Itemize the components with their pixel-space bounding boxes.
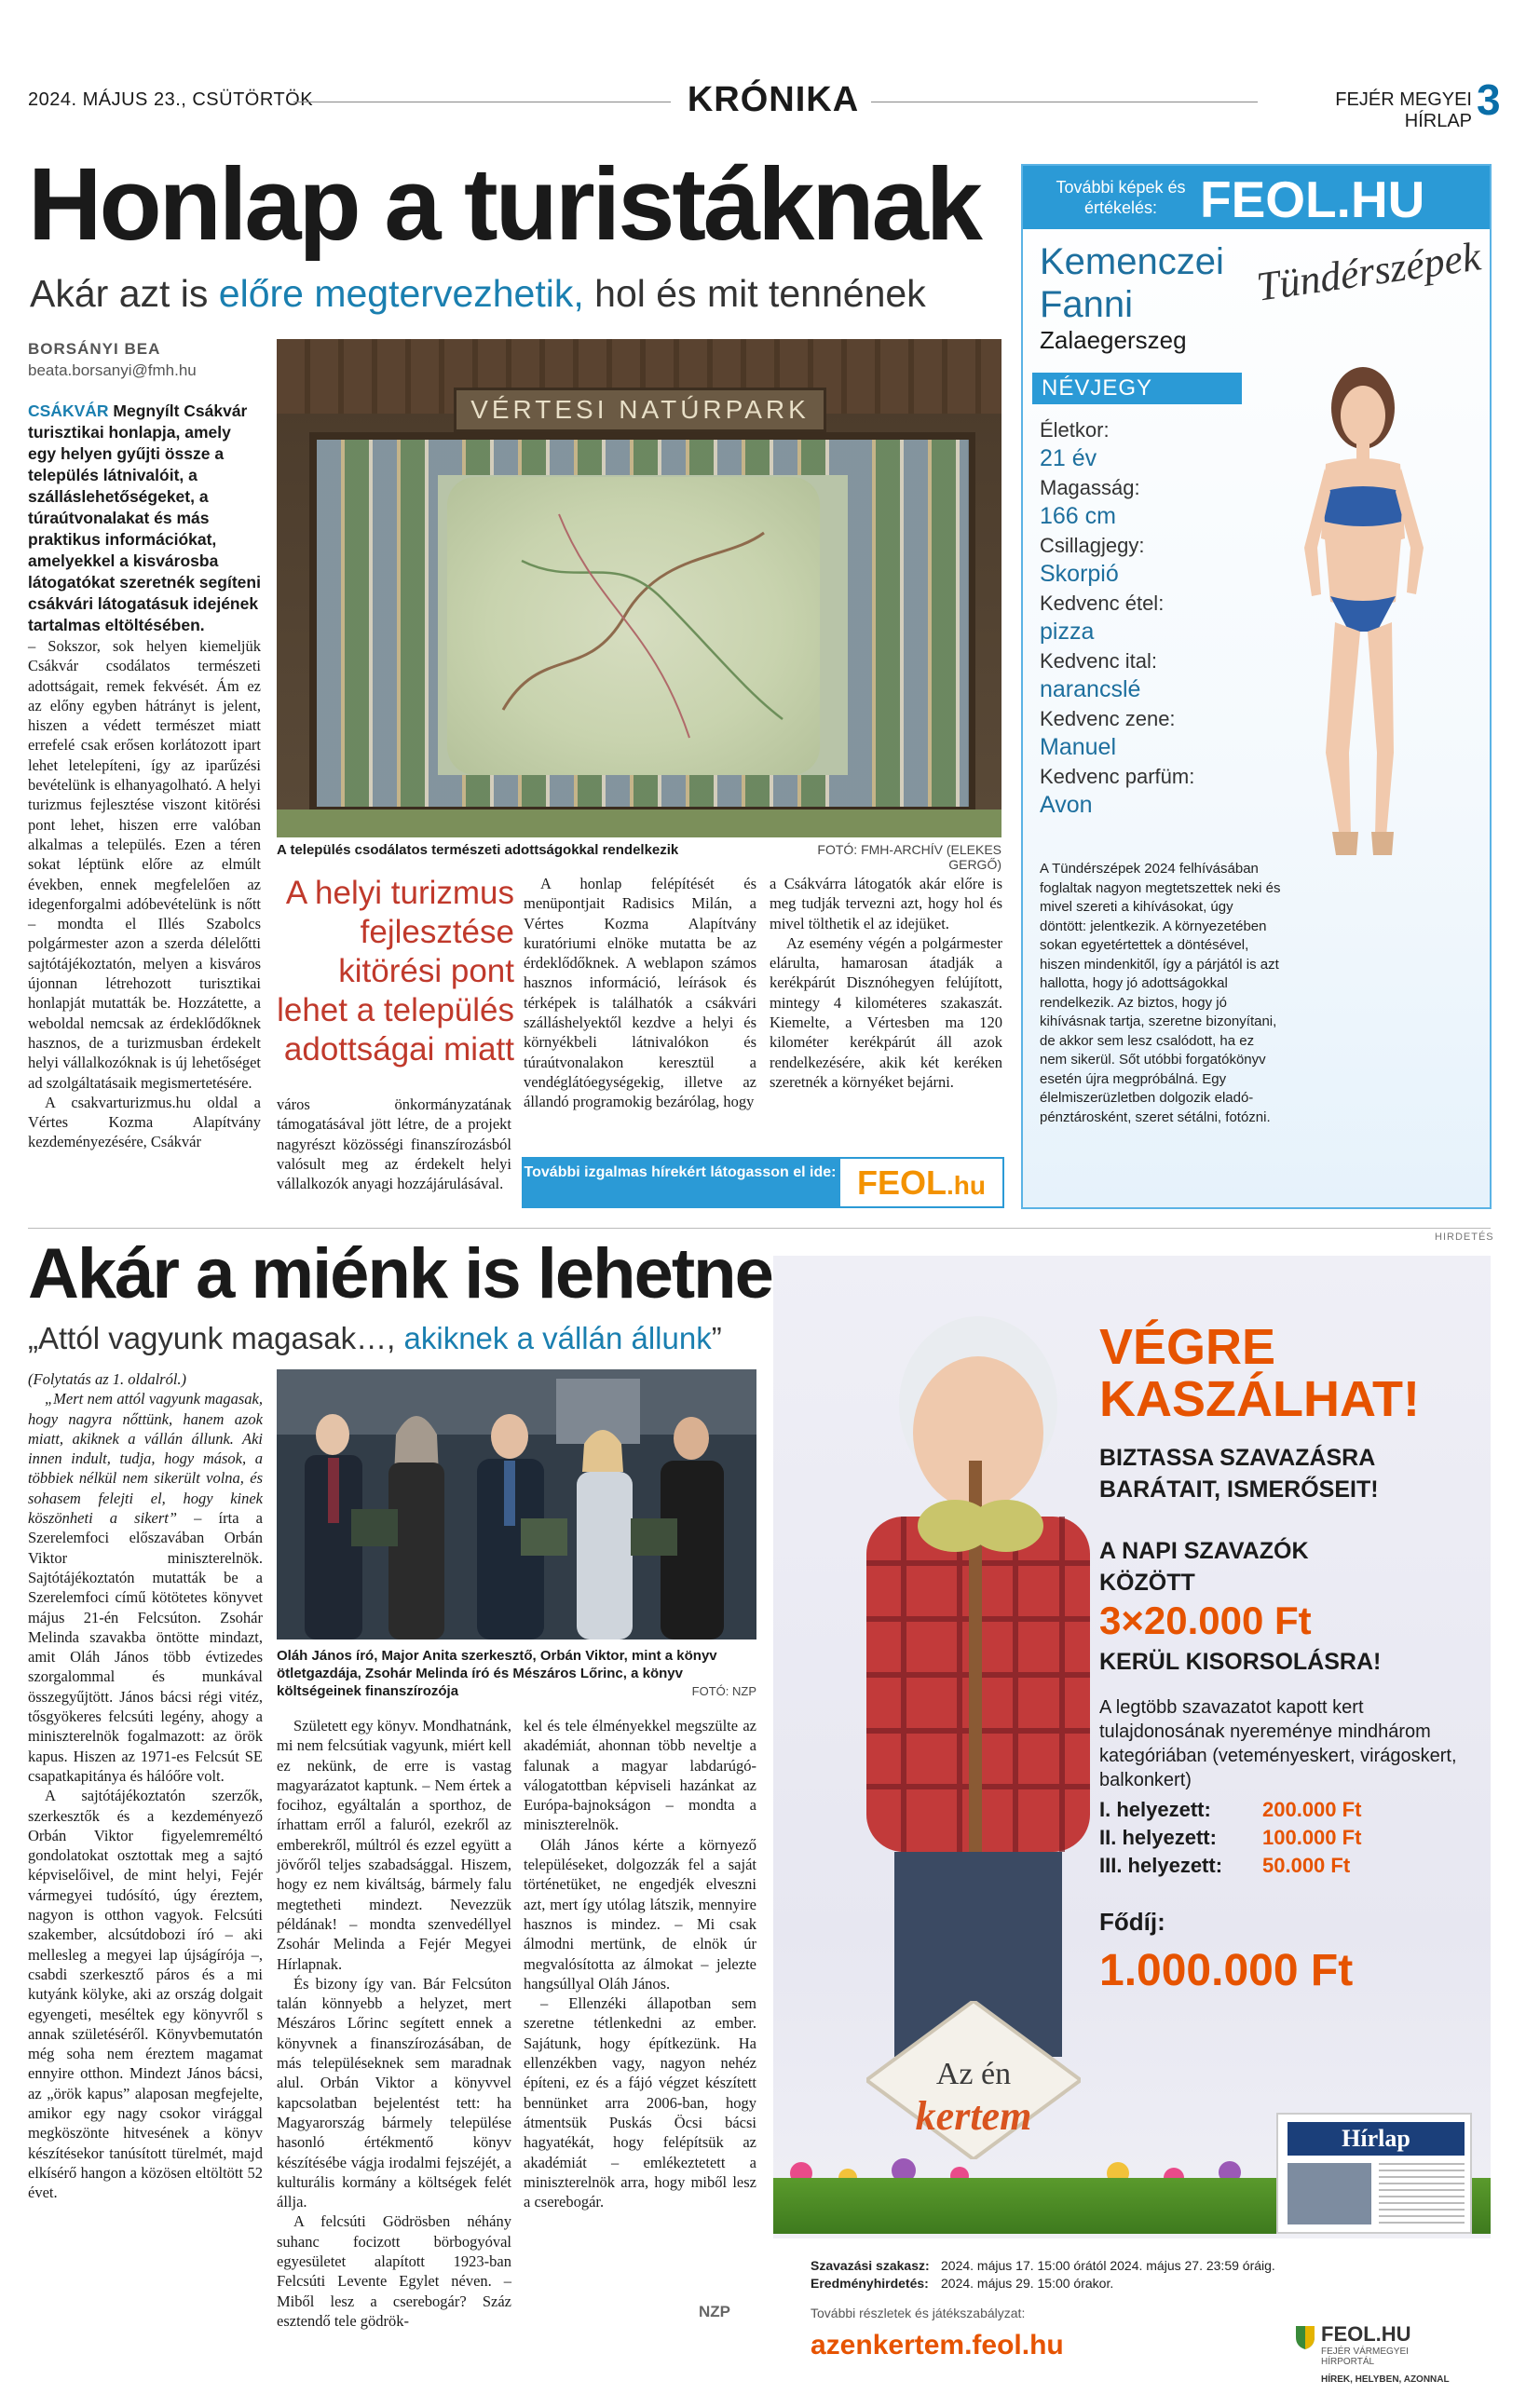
photo-tiles-left	[317, 440, 438, 807]
newspaper-text-lines	[1379, 2163, 1465, 2224]
article1-author: BORSÁNYI BEA	[28, 340, 161, 358]
section-divider	[28, 1228, 1491, 1229]
fact-label: Életkor:	[1040, 418, 1110, 442]
article2-col3a-text: kel és tele élményekkel megszülte az akadémiát, ahonnan több neveltje a falunak a magyar labdarúgó-válogatottban képviseli hazánkat az Európa-bajnokságon – mondta a miniszterelnök.	[524, 1717, 756, 1834]
ad-line-daily: A NAPI SZAVAZÓK KÖZÖTT	[1099, 1538, 1309, 1596]
feol-logo-sub: FEJÉR VÁRMEGYEI HÍRPORTÁL	[1321, 2347, 1409, 2367]
sign-text-2: kertem	[915, 2093, 1032, 2139]
article2-col3c-text: – Ellenzéki állapotban sem szeretne tétlenkedni az ember. Sajátunk, hogy építkezünk. Ha ellenzékben vagy, nagyon nehéz építeni, ez és a fájó végzet készített bennünket arra 2006-ban, hogy átmentsük Puskás Öcsi bácsi hagyatékát, hogy felépítsük az akadémiát – emlékeztetett a miniszterelnök arra, hogy miből lesz a cserebogár.	[524, 1994, 756, 2211]
photo2-caption: Oláh János író, Major Anita szerkesztő, Orbán Viktor, mint a könyv ötletgazdája, Zsohár Melinda író és Mészáros Lőrinc, a könyv költségeinek finanszírozója FOTÓ: NZP	[277, 1648, 756, 1699]
article1-col3-text: A honlap felépítését és menüpontjait Radisics Milán, a Vértes Kozma Alapítvány kuratóriumi elnöke mutatta be az érdeklődőknek. A weblapon számos hasznos információ, leírások és térképek is találhatók a csákvári szálláshelyektől kezdve a helyi és környékbeli látnivalókon és túraútvonalakon keresztül a vendéglátóegységekig, illetve az állandó programokig bezárólag, hogy	[524, 875, 756, 1111]
article2-signature: NZP	[699, 2303, 730, 2320]
article1-email[interactable]: beata.borsanyi@fmh.hu	[28, 361, 197, 379]
article1-col1b-text: A csakvarturizmus.hu oldal a Vértes Kozma Alapítvány kezdeményezésére, Csákvár	[28, 1093, 261, 1151]
feol-banner[interactable]	[522, 1157, 1004, 1208]
naturpark-photo	[277, 339, 1001, 837]
ad-prize-2: II. helyezett: 100.000 Ft	[1099, 1826, 1362, 1849]
fact-value: pizza	[1040, 619, 1095, 645]
ad-description: A legtöbb szavazatot kapott kert tulajdonosának nyereménye mindhárom kategóriában (veteményeskert, virágoskert, balkonkert)	[1099, 1697, 1457, 1790]
article2-title: Akár a miénk is lehetne	[28, 1234, 772, 1313]
gardener-woman-illustration	[829, 1293, 1118, 2057]
ad-daily-amount: 3×20.000 Ft	[1099, 1599, 1312, 1642]
section-name: KRÓNIKA	[687, 80, 860, 119]
map-route-lines	[447, 477, 820, 775]
feol-banner-text: További izgalmas hírekért látogasson el ide:	[522, 1157, 838, 1208]
fact-label: Csillagjegy:	[1040, 534, 1145, 557]
photo1-credit: FOTÓ: FMH-ARCHÍV (ELEKES GERGŐ)	[817, 842, 1001, 872]
article1-col2-text: város önkormányzatának támogatásával jött létre, de a projekt nagyrészt közösségi finanszírozásból valósult meg az érdekelt helyi vállalkozók anyagi hozzájárulásával.	[277, 1095, 511, 1193]
photo-tiles-bottom	[438, 775, 848, 807]
contestant-facts	[1040, 415, 1263, 820]
ad-main-prize-label: Fődíj:	[1099, 1908, 1165, 1936]
ad-prize-1: I. helyezett: 200.000 Ft	[1099, 1798, 1362, 1821]
sign-text-1: Az én	[935, 2057, 1012, 2091]
photo-tiles-top	[438, 440, 848, 475]
article1-column-4	[770, 874, 1002, 1092]
sidebar-top-bar	[1023, 166, 1490, 229]
article2-subtitle: „Attól vagyunk magasak…, akiknek a vállán állunk”	[28, 1321, 722, 1355]
fact-label: Kedvenc zene:	[1040, 707, 1176, 730]
issue-date: 2024. MÁJUS 23., CSÜTÖRTÖK	[28, 89, 314, 110]
article2-col1-text: „Mert nem attól vagyunk magasak, hogy nagyra nőttünk, hanem azok miatt, akiknek a vállán állunk. Aki innen indult, tudja, hogy mások, a többiek nélkül nem sikerült volna, és sohasem felejti el, hogy kinek köszönheti a sikert” – írta a Szerelemfoci előszavában Orbán Viktor miniszterelnök. Sajtótájékoztatón mutatták be a Szerelemfoci című kötötetes könyvet május 21-én Felcsúton. Zsohár Melinda szavakba öntötte mindazt, amit Oláh János több évtizedes szorgalommal és munkával összegyűjtött. János bácsi régi vitéz, tősgyökeres felcsúti legény, ahogy a miniszterelnök fogalmazott: az örök kapus. Hiszen az 1971-es Felcsút SE csapatkapitánya és hálóőre volt.	[28, 1390, 264, 1785]
fact-label: Kedvenc parfüm:	[1040, 765, 1195, 788]
feol-shield-icon	[1295, 2324, 1315, 2350]
photo-grass	[277, 809, 1001, 837]
article2-col2c-text: A felcsúti Gödrösben néhány suhanc focizott börbogyóval egyesületet alapított 1923-ban Felcsúti Levente Egylet néven. – Miből lesz a cserebogár? Száz esztendő tele gödrök-	[277, 2212, 511, 2330]
ad-line-encourage: BIZTASSA SZAVAZÁSRA BARÁTAIT, ISMERŐSEIT!	[1099, 1445, 1379, 1503]
photo1-caption: A település csodálatos természeti adottságokkal rendelkezik	[277, 842, 679, 858]
sidebar-top-text: További képek és értékelés:	[1056, 178, 1186, 217]
feol-logo-tag: HÍREK, HELYBEN, AZONNAL	[1321, 2374, 1450, 2385]
ad-footer	[773, 2238, 1491, 2390]
fact-value: 166 cm	[1040, 503, 1116, 529]
contestant-bio: A Tündérszépek 2024 felhívásában foglaltak nagyon megtetszettek neki és mivel szereti a kihívásokat, úgy döntött: jelentkezik. A környezetében sokan egyetértettek a döntésével, hiszen mindenkitől, így a párjától is azt hallotta, hogy jó adottságokkal rendelkezik. Az biztos, hogy jó kihívásnak tartja, szeretne bizonyítani, de akkor sem lesz csalódott, ha ez nem sikerül. Sőt utóbbi forgatókönyv esetén újra megpróbálná. Egy élelmiszerüzletben dolgozik eladó-pénztárosként, szeret sétálni, fotózni.	[1040, 861, 1281, 1125]
feol-logo-name: FEOL.HU	[1321, 2322, 1411, 2346]
tunderszepek-brand: Tündérszépek	[1253, 233, 1484, 310]
newspaper-image	[1276, 2113, 1472, 2234]
contestant-photo	[1247, 352, 1479, 874]
newspaper-title: Hírlap	[1288, 2122, 1465, 2156]
fact-value: Manuel	[1040, 734, 1116, 760]
azenkertem-advert[interactable]	[773, 1256, 1491, 2390]
feol-banner-logo: FEOL.hu	[838, 1157, 1004, 1208]
article1-lead: CSÁKVÁR Megnyílt Csákvár turisztikai honlapja, amely egy helyen gyűjti össze a település látnivalóit, a szálláslehetőségeket, a túraútvonalakat és más praktikus információkat, amelyekkel a kisvárosba látogatókat szeretnék segíteni csákvári látogatásuk idejének tartalmas eltöltésében.	[28, 401, 261, 634]
fact-label: Magasság:	[1040, 476, 1140, 499]
article2-col3b-text: Oláh János kérte a környező településeket, dolgozzák fel a saját történetüket, ne engedjék elveszni azt, mert így utólag látszik, mennyire hasznos is mindez. – Mi csak álmodni mertünk, de elnök úr megvalósította az álmokat – jelezte hangsúllyal Oláh János.	[524, 1835, 756, 1993]
article1-col4b-text: Az esemény végén a polgármester elárulta, hamarosan átadják a kerékpárút Disznóhegyen felújított, mintegy 4 kilométeres szakaszát. Kiemelte, a Vértesben ma 120 kilométer kerékpárút áll azok rendelkezésére, akik két keréken szeretnék a környéket bejárni.	[770, 933, 1002, 1091]
article2-col2b-text: És bizony így van. Bár Felcsúton talán könnyebb a helyzet, mert Mészáros Lőrinc segített ennek a könyvnek a finanszírozásában, de más településeknek sem maradnak alul. Orbán Viktor a könyvvel kapcsolatban bejelentést tett: ha Magyarország bármely települése hasonló értékmentő könyv készítésébe vágja irodalmi fejszéjét, a kulturális kormány a költségek felét állja.	[277, 1974, 511, 2211]
nevjegy-label: NÉVJEGY	[1032, 373, 1242, 404]
article2-col1b-text: A sajtótájékoztatón szerzők, szerkesztők és a kezdeményező Orbán Viktor figyelemreméltó gondolatokat osztottak meg a sajtó képviselőivel, de mint helyi, Fejér vármegyei tudósító, úgy éreztem, nagyon is otthon vagyok. Felcsúti szakember, alcsútdobozi író – aki mellesleg a megyei lap újságírója –, csabdi szerkesztő páros és a mi kutyánk kölyke, aki az ország dolgait egyengeti, meséltek egy könyvről s annak születéséről. Könyvbemutatón még soha nem éreztem magamat ennyire otthon. Mindezt János bácsi, az „örök kapus” alaposan megfejelte, amikor egy nagy csokor virággal megköszönte hitvesének a könyv készítésekor tanúsított türelmét, majd elkísérő hangon a közösen eltöltött 52 évet.	[28, 1787, 263, 2202]
tunderszepek-box	[1021, 164, 1492, 1209]
article2-column-1	[28, 1369, 263, 2202]
fact-value: 21 év	[1040, 445, 1097, 471]
map-board	[309, 432, 975, 814]
article1-title: Honlap a turistáknak	[28, 147, 980, 262]
article2-column-3	[524, 1716, 756, 2211]
ad-label: HIRDETÉS	[1435, 1231, 1494, 1243]
article1-subtitle: Akár azt is előre megtervezhetik, hol és mit tennének	[30, 272, 926, 315]
fact-value: Skorpió	[1040, 561, 1119, 587]
continued-note: (Folytatás az 1. oldalról.)	[28, 1370, 187, 1388]
photo2-credit: FOTÓ: NZP	[691, 1684, 756, 1698]
fact-value: Avon	[1040, 792, 1093, 818]
article1-column-1	[28, 636, 261, 1152]
fact-label: Kedvenc étel:	[1040, 592, 1165, 615]
contestant-city: Zalaegerszeg	[1040, 326, 1187, 354]
article1-column-2	[277, 1095, 511, 1193]
newspaper-photo	[1288, 2163, 1371, 2224]
fact-label: Kedvenc ital:	[1040, 649, 1157, 673]
ad-headline: VÉGRE KASZÁLHAT!	[1099, 1319, 1420, 1427]
article1-column-3	[524, 874, 756, 1112]
ad-line-draw: KERÜL KISORSOLÁSRA!	[1099, 1649, 1382, 1675]
ad-main-prize: 1.000.000 Ft	[1099, 1946, 1354, 1995]
ad-prize-3: III. helyezett: 50.000 Ft	[1099, 1854, 1351, 1877]
page-number: 3	[1477, 75, 1501, 124]
contestant-name: Kemenczei Fanni	[1040, 241, 1224, 325]
ad-more-info: További részletek és játékszabályzat:	[811, 2306, 1026, 2320]
preface-quote: „Mert nem attól vagyunk magasak, hogy nagyra nőttünk, hanem azok miatt, akiknek a vállán állunk. Aki innen indult, tudja, hogy mások, a többiek nélkül nem sikerült volna, és sohasem felejti el, hogy kinek köszönheti a sikert”	[28, 1390, 263, 1528]
pull-quote: A helyi turizmus fejlesztése kitörési pont lehet a település adottságai miatt	[277, 875, 514, 1068]
article1-col4-text: a Csákvárra látogatók akár előre is meg tudják tervezni azt, hogy hol és mivel tölthetik el az idejüket.	[770, 875, 1002, 932]
fact-value: narancslé	[1040, 676, 1141, 702]
naturpark-sign: VÉRTESI NATÚRPARK	[454, 388, 826, 432]
article2-column-2	[277, 1716, 511, 2331]
article2-col2a-text: Született egy könyv. Mondhatnánk, mi nem felcsútiak vagyunk, miért kell ez nekünk, de erre is vastag magyarázatot kaptunk. – Nem értek a focihoz, egyáltalán a sporthoz, de írhattam erről a faluról, ezekről az emberekről, múltról és ezzel együtt a jövőről teljes szabadsággal. Hiszem, hogy ez nem kiváltság, bármely falu megtetheti mindezt. Nevezzük példának! – mondta szenvedéllyel Zsohár Melinda a Fejér Megyei Hírlapnak.	[277, 1717, 512, 1973]
photo-tiles-right	[848, 440, 969, 807]
ad-schedule: Szavazási szakasz: 2024. május 17. 15:00 órától 2024. május 27. 23:59 óráig. Eredményhirdetés: 2024. május 29. 15:00 órakor.	[811, 2258, 1275, 2291]
article1-col1-text: – Sokszor, sok helyen kiemeljük Csákvár csodálatos természeti adottságait, remek fekvését. Ám ez az előny egyben hátrányt is jelent, hiszen a védett természet miatt errefelé csak erősen korlátozott ipart lehet letelepíteni, így az iparűzési bevételünk is elhanyagolható. A helyi turizmus fejlesztése viszont kitörési pont lehet, hiszen erre valóban alkalmas a település. Ezen a téren sokat léptünk előre az elmúlt években, ennek megfelelően az idegenforgalmi adóbevételünk is nőtt – mondta el Illés Szabolcs polgármester azon a szerda délelőtti sajtótájékoztatón, melyen a kisváros újonnan létrehozott turisztikai honlapját mutatták be. Hozzátette, a weboldal nemcsak az érdeklődőknek hasznos, de a turizmusban érdekelt helyi vállalkozóknak is új lehetőséget ad szolgáltatásaik megismertetésére.	[28, 637, 261, 1092]
publication-name: FEJÉR MEGYEI HÍRLAP	[1335, 89, 1472, 131]
sidebar-feol-logo[interactable]: FEOL.HU	[1200, 170, 1425, 228]
naturpark-map	[447, 477, 820, 775]
book-launch-photo	[277, 1369, 756, 1639]
ad-url-link[interactable]: azenkertem.feol.hu	[811, 2330, 1064, 2360]
